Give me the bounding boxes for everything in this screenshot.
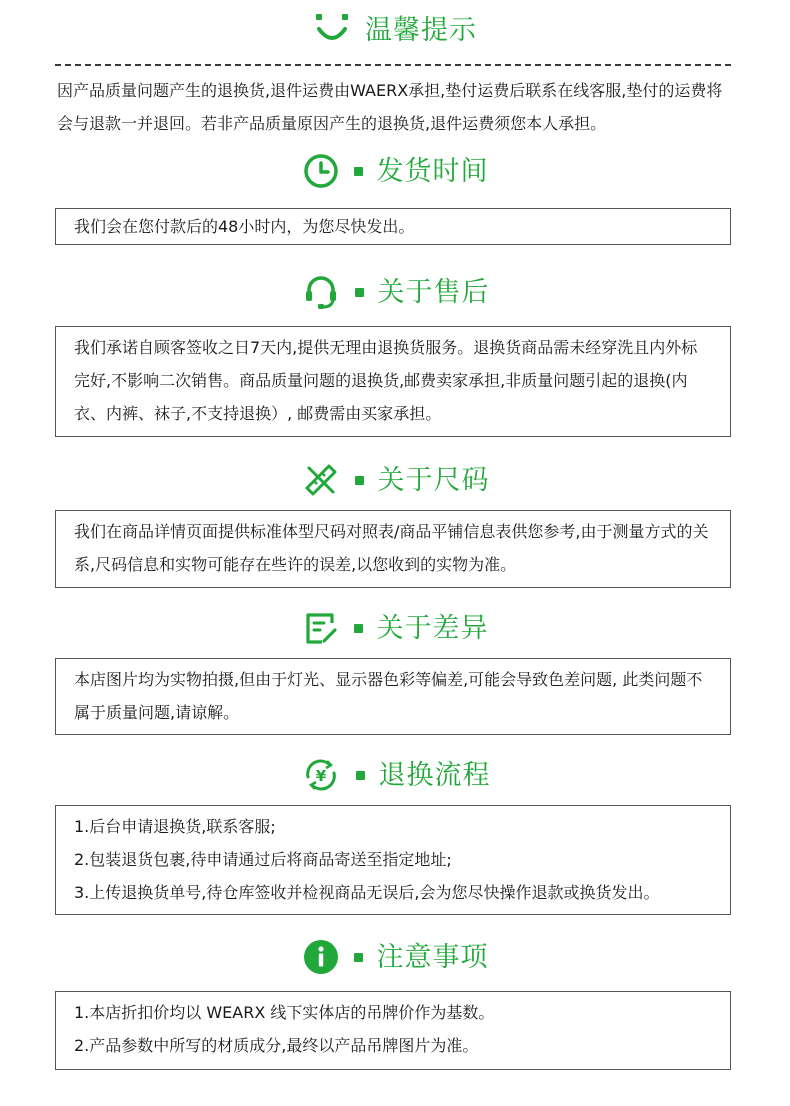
notes-item: 2.产品参数中所写的材质成分,最终以产品吊牌图片为准。 [74, 1036, 479, 1055]
dashed-divider [55, 64, 731, 66]
aftersale-box [55, 326, 731, 437]
aftersale-text: 我们承诺自顾客签收之日7天内,提供无理由退换货服务。退换货商品需未经穿洗且内外标完好,不影响二次销售。商品质量问题的退换货,邮费卖家承担,非质量问题引起的退换(内衣、内裤、袜子,不支持退换）, 邮费需由买家承担。 [74, 338, 698, 423]
info-icon [302, 938, 340, 976]
aftersale-title: 关于售后 [377, 276, 490, 308]
bullet-dot [354, 953, 363, 962]
aftersale-header [0, 272, 790, 312]
difference-text: 本店图片均为实物拍摄,但由于灯光、显示器色彩等偏差,可能会导致色差问题, 此类问题不属于质量问题,请谅解。 [74, 670, 703, 722]
tips-header [0, 13, 790, 47]
notes-title: 注意事项 [376, 941, 489, 973]
tips-text: 因产品质量问题产生的退换货,退件运费由WAERX承担,垫付运费后联系在线客服,垫付的运费将会与退款一并退回。若非产品质量原因产生的退换货,退件运费须您本人承担。 [57, 81, 723, 133]
size-box [55, 510, 731, 588]
yen-exchange-icon [300, 755, 342, 795]
shipping-box [55, 208, 731, 245]
returns-step: 2.包装退货包裹,待申请通过后将商品寄送至指定地址; [74, 850, 452, 869]
size-header [0, 460, 790, 500]
clock-icon [302, 152, 340, 190]
returns-step: 1.后台申请退换货,联系客服; [74, 817, 276, 836]
bullet-dot [356, 771, 365, 780]
bullet-dot [355, 476, 364, 485]
bullet-dot [354, 624, 363, 633]
notes-item: 1.本店折扣价均以 WEARX 线下实体店的吊牌价作为基数。 [74, 1003, 495, 1022]
smile-icon [313, 13, 351, 47]
shipping-line: 我们会在您付款后的48小时内，为您尽快发出。 [74, 217, 415, 236]
shipping-header [0, 152, 790, 190]
shipping-title: 发货时间 [376, 155, 489, 187]
difference-box [55, 658, 731, 735]
size-text: 我们在商品详情页面提供标准体型尺码对照表/商品平铺信息表供您参考,由于测量方式的关系,尺码信息和实物可能存在些许的误差,以您收到的实物为准。 [74, 522, 709, 574]
difference-header [0, 609, 790, 647]
bullet-dot [354, 167, 363, 176]
ruler-pencil-icon [301, 460, 341, 500]
returns-header [0, 755, 790, 795]
headset-icon [301, 272, 341, 312]
difference-title: 关于差异 [376, 612, 489, 644]
tips-title: 温馨提示 [365, 14, 477, 46]
bullet-dot [355, 288, 364, 297]
returns-step: 3.上传退换货单号,待仓库签收并检视商品无误后,会为您尽快操作退款或换货发出。 [74, 883, 660, 902]
document-edit-icon [302, 609, 340, 647]
returns-title: 退换流程 [378, 759, 491, 791]
size-title: 关于尺码 [377, 464, 490, 496]
svg-text:¥: ¥ [315, 767, 326, 785]
returns-box [55, 805, 731, 915]
notes-box [55, 991, 731, 1070]
notes-header [0, 938, 790, 976]
